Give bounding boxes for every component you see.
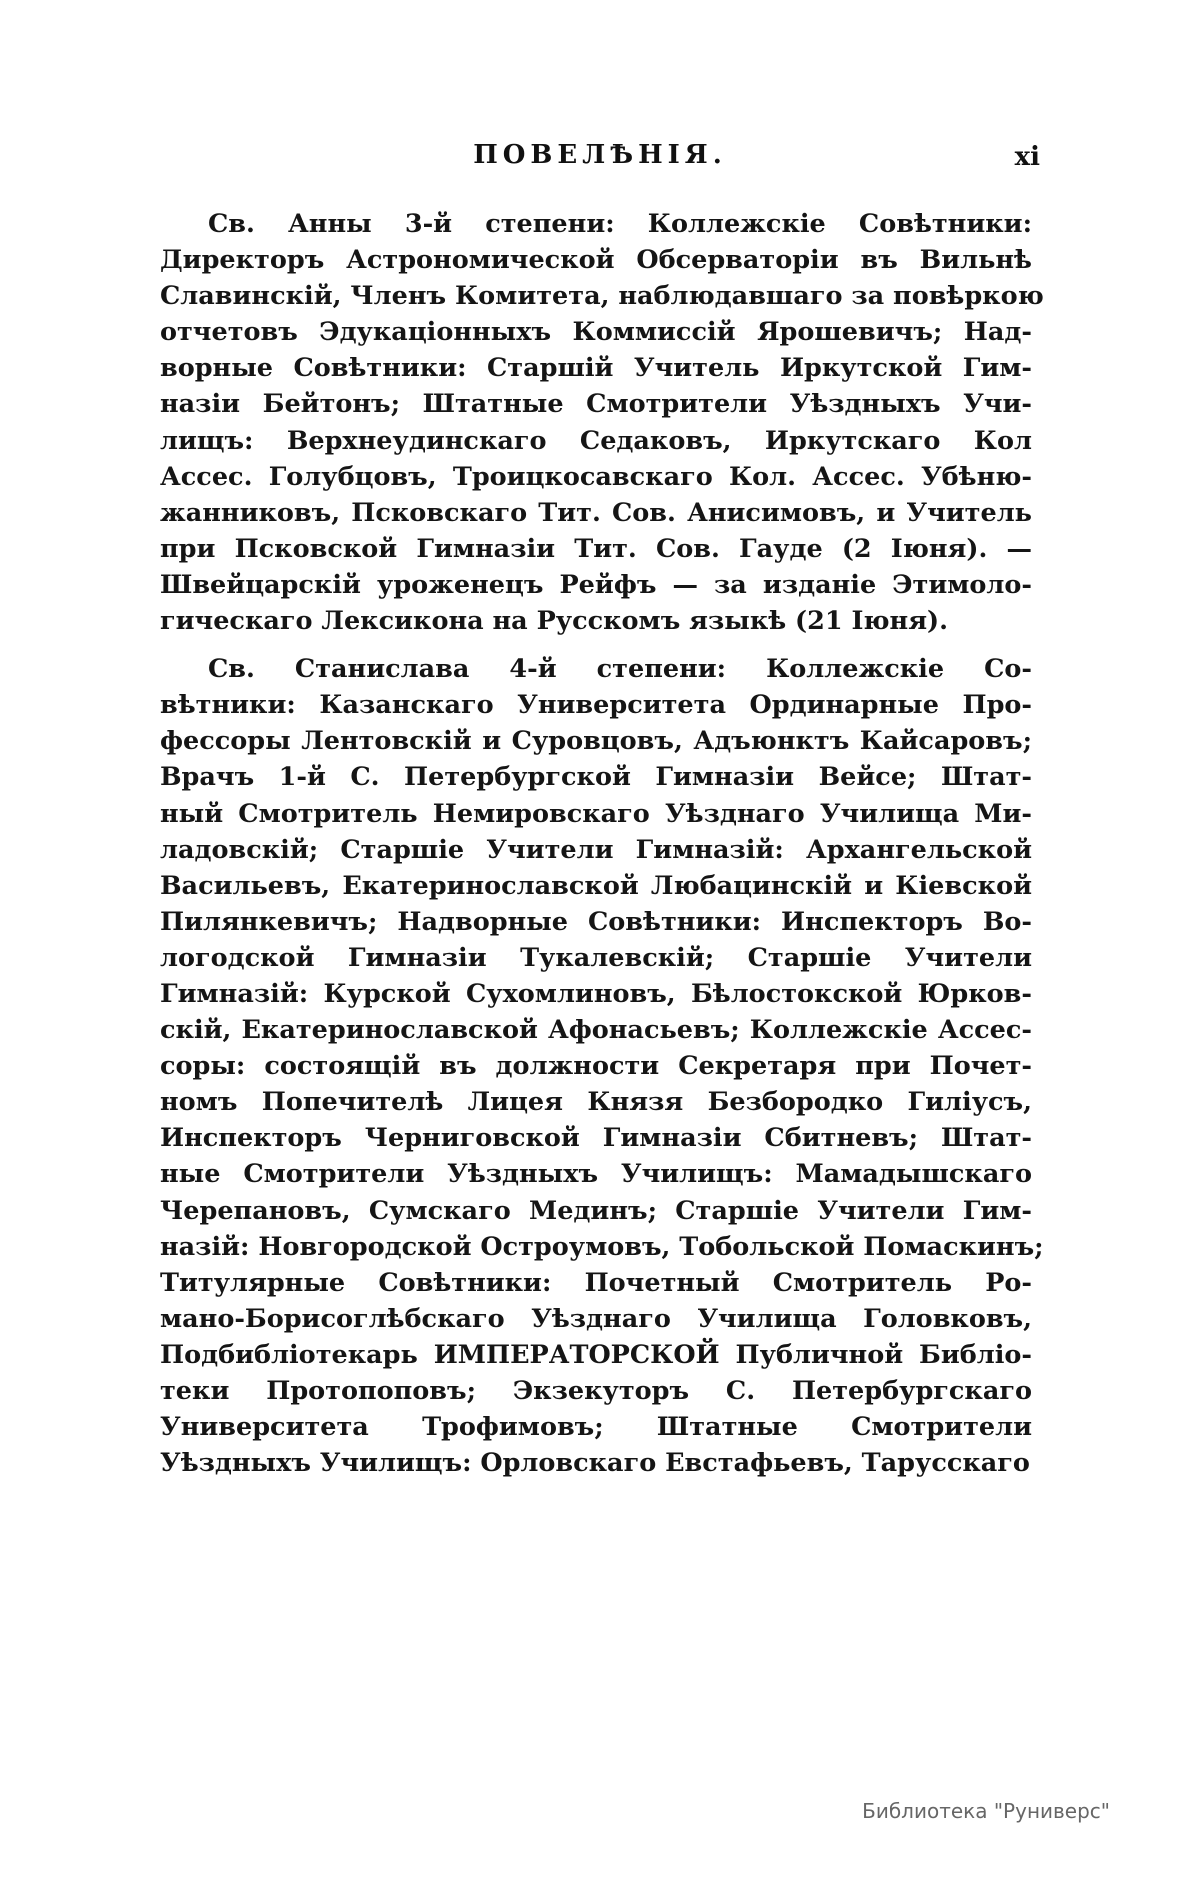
- text-line: логодской Гимназіи Тукалевскій; Старшіе Учители: [160, 942, 1032, 973]
- text-line: Гимназій: Курской Сухомлиновъ, Бѣлостокской Юрков-: [160, 978, 1032, 1009]
- text-line: Васильевъ, Екатеринославской Любацинскій и Кіевской: [160, 870, 1032, 901]
- library-watermark: Библиотека "Руниверс": [862, 1799, 1110, 1823]
- paragraph: [160, 206, 1044, 639]
- text-line: ные Смотрители Уѣздныхъ Училищъ: Мамадышскаго: [160, 1159, 1032, 1190]
- page-header: [160, 140, 1040, 180]
- text-line: Подбибліотекарь ИМПЕРАТОРСКОЙ Публичной Библіо-: [160, 1339, 1032, 1370]
- text-line: Врачъ 1-й С. Петербургской Гимназіи Вейсе; Штат-: [160, 762, 1032, 793]
- text-line: Инспекторъ Черниговской Гимназіи Сбитневъ; Штат-: [160, 1123, 1032, 1154]
- text-line: Уѣздныхъ Училищъ: Орловскаго Евстафьевъ, Тарусскаго: [160, 1448, 1030, 1479]
- body-text: [160, 206, 1044, 1481]
- text-line: Директоръ Астрономической Обсерваторіи въ Вильнѣ: [160, 245, 1032, 276]
- text-line: отчетовъ Эдукаціонныхъ Коммиссій Ярошевичъ; Над-: [160, 317, 1032, 348]
- paragraph-gap: [160, 639, 1032, 651]
- text-line: жанниковъ, Псковскаго Тит. Сов. Анисимовъ, и Учитель: [160, 497, 1032, 528]
- text-line: Швейцарскій уроженецъ Рейфъ — за изданіе Этимоло-: [160, 569, 1032, 600]
- paragraph: [160, 651, 1044, 1481]
- page-number: xi: [1014, 142, 1040, 172]
- text-line: назій: Новгородской Остроумовъ, Тобольской Помаскинъ;: [160, 1231, 1044, 1262]
- text-line: теки Протопоповъ; Экзекуторъ С. Петербургскаго: [160, 1376, 1032, 1406]
- text-line: гическаго Лексикона на Русскомъ языкѣ (21 Іюня).: [160, 606, 948, 637]
- text-line: ладовскій; Старшіе Учители Гимназій: Архангельской: [160, 834, 1032, 865]
- text-line: Св. Анны 3-й степени: Коллежскіе Совѣтники:: [208, 209, 1032, 239]
- text-line: Славинскій, Членъ Комитета, наблюдавшаго за повѣркою: [160, 281, 1044, 312]
- text-line: лищъ: Верхнеудинскаго Седаковъ, Иркутскаго Кол: [160, 425, 1032, 456]
- text-line: вѣтники: Казанскаго Университета Ординарные Про-: [160, 690, 1032, 721]
- text-line: ный Смотритель Немировскаго Уѣзднаго Училища Ми-: [160, 798, 1032, 829]
- running-head: ПОВЕЛѢНІЯ.: [473, 140, 727, 170]
- text-line: Титулярные Совѣтники: Почетный Смотритель Ро-: [160, 1267, 1032, 1298]
- text-line: скій, Екатеринославской Афонасьевъ; Коллежскіе Ассес-: [160, 1015, 1032, 1046]
- text-line: Св. Станислава 4-й степени: Коллежскіе Со-: [208, 654, 1032, 685]
- text-line: мано-Борисоглѣбскаго Уѣзднаго Училища Головковъ,: [160, 1303, 1032, 1334]
- text-line: фессоры Лентовскій и Суровцовъ, Адъюнктъ Кайсаровъ;: [160, 726, 1032, 757]
- text-line: номъ Попечителѣ Лицея Князя Безбородко Гиліусъ,: [160, 1087, 1032, 1118]
- text-line: при Псковской Гимназіи Тит. Сов. Гауде (2 Іюня). —: [160, 533, 1032, 564]
- text-line: соры: состоящій въ должности Секретаря при Почет-: [160, 1051, 1032, 1082]
- text-line: ворные Совѣтники: Старшій Учитель Иркутской Гим-: [160, 353, 1032, 384]
- text-line: Университета Трофимовъ; Штатные Смотрители: [160, 1412, 1032, 1443]
- text-line: Ассес. Голубцовъ, Троицкосавскаго Кол. Ассес. Убѣню-: [160, 461, 1032, 492]
- text-line: Черепановъ, Сумскаго Мединъ; Старшіе Учители Гим-: [160, 1195, 1032, 1226]
- text-line: Пилянкевичъ; Надворные Совѣтники: Инспекторъ Во-: [160, 906, 1032, 937]
- text-line: назіи Бейтонъ; Штатные Смотрители Уѣздныхъ Учи-: [160, 389, 1032, 420]
